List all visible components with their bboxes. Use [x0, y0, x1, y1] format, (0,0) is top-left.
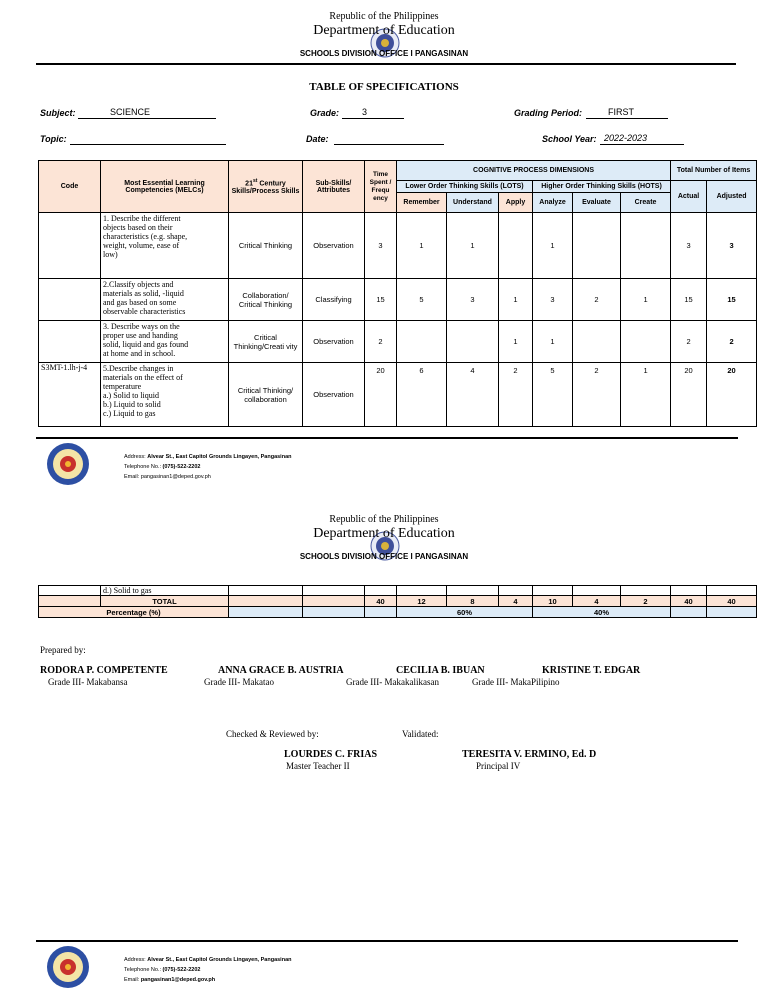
phone-label: Telephone No.:: [124, 464, 163, 470]
century-number: 21: [245, 180, 253, 188]
table-row: [39, 279, 757, 321]
row-analyze: 3: [533, 279, 573, 321]
division-text: SCHOOLS DIVISION OFFICE I PANGASINAN: [299, 49, 469, 58]
subject-label: Subject:: [40, 108, 76, 118]
row-actual: 20: [671, 363, 707, 427]
melc-line: 5.Describe changes in: [103, 364, 174, 373]
division-logo-icon: [46, 442, 90, 486]
row-actual: 15: [671, 279, 707, 321]
checked-reviewed-label: Checked & Reviewed by:: [226, 729, 319, 739]
row-skill: Critical Thinking: [229, 213, 303, 279]
footer-contact: [124, 955, 292, 985]
row-understand: 1: [447, 213, 499, 279]
header-subskills: Sub-Skills/ Attributes: [303, 161, 365, 213]
melc-line: 2.Classify objects and: [103, 280, 174, 289]
row-time: 15: [365, 279, 397, 321]
preparer-name: RODORA P. COMPETENTE: [40, 665, 168, 676]
topic-field: [70, 133, 226, 145]
row-adjusted: [707, 586, 757, 596]
melc-line: low): [103, 250, 118, 259]
melc-line: and gas based on some: [103, 298, 177, 307]
department-title: Department of Education: [313, 23, 455, 38]
row-apply: 1: [499, 279, 533, 321]
validator-name: TERESITA V. ERMINO, Ed. D: [462, 749, 597, 760]
melc-line: proper use and handing: [103, 331, 178, 340]
total-label: TOTAL: [101, 596, 229, 607]
melc-line: solid, liquid and gas found: [103, 340, 189, 349]
row-apply: [499, 213, 533, 279]
melc-line: c.) Liquid to gas: [103, 409, 156, 418]
row-apply: [499, 586, 533, 596]
row-analyze: 1: [533, 213, 573, 279]
row-analyze: [533, 586, 573, 596]
melc-line: objects based on their: [103, 223, 173, 232]
header-understand: Understand: [447, 193, 499, 213]
pct-actual: [671, 607, 707, 618]
total-remember: 12: [397, 596, 447, 607]
row-adjusted: 15: [707, 279, 757, 321]
row-evaluate: [573, 321, 621, 363]
grade-field: [342, 107, 404, 119]
row-create: [621, 586, 671, 596]
header-apply: Apply: [499, 193, 533, 213]
phone-value: (075)-522-2202: [162, 967, 201, 973]
melc-line: b.) Liquid to solid: [103, 400, 161, 409]
table-row: [39, 213, 757, 279]
row-subskill: Observation: [303, 363, 365, 427]
email-value: pangasinan1@deped.gov.ph: [140, 474, 211, 480]
reviewer-name: LOURDES C. FRIAS: [284, 749, 378, 760]
date-field: [334, 133, 444, 145]
total-understand: 8: [447, 596, 499, 607]
pct-adjusted: [707, 607, 757, 618]
row-adjusted: 2: [707, 321, 757, 363]
row-code: [39, 213, 101, 279]
row-apply: 2: [499, 363, 533, 427]
header-hots: Higher Order Thinking Skills (HOTS): [533, 181, 671, 193]
total-row: [39, 596, 757, 607]
melc-line: weight, volume, ease of: [103, 241, 180, 250]
row-create: 1: [621, 279, 671, 321]
total-subskill: [303, 596, 365, 607]
school-year-field: [600, 133, 684, 145]
grade-value: 3: [362, 107, 368, 117]
phone-value: (075)-522-2202: [162, 464, 201, 470]
header-total-items: Total Number of Items: [671, 161, 757, 181]
melc-line: a.) Solid to liquid: [103, 391, 159, 400]
melc-line: 1. Describe the different: [103, 214, 181, 223]
preparer-name: CECILIA B. IBUAN: [396, 665, 485, 676]
email-value: pangasinan1@deped.gov.ph: [140, 977, 216, 983]
header-lots: Lower Order Thinking Skills (LOTS): [397, 181, 533, 193]
row-analyze: 1: [533, 321, 573, 363]
school-year-value: 2022-2023: [604, 133, 648, 143]
footer-rule: [36, 437, 738, 439]
grading-period-field: [586, 107, 668, 119]
row-understand: 4: [447, 363, 499, 427]
address-label: Address:: [124, 957, 148, 963]
address-value: Alvear St., East Capitol Grounds Lingayen, Pangasinan: [147, 454, 292, 460]
row-evaluate: 2: [573, 279, 621, 321]
header-analyze: Analyze: [533, 193, 573, 213]
header-code: Code: [39, 161, 101, 213]
row-time: 3: [365, 213, 397, 279]
row-melc: [101, 279, 229, 321]
preparer-name: ANNA GRACE B. AUSTRIA: [218, 665, 344, 676]
row-subskill: Observation: [303, 321, 365, 363]
phone-label: Telephone No.:: [124, 967, 163, 973]
century-sup: st: [252, 178, 258, 185]
pct-time: [365, 607, 397, 618]
row-evaluate: 2: [573, 363, 621, 427]
row-time: 20: [365, 363, 397, 427]
percentage-row: [39, 607, 757, 618]
row-analyze: 5: [533, 363, 573, 427]
header-century-skills: [229, 161, 303, 213]
preparer-role: Grade III- Makabansa: [48, 677, 128, 687]
document-title: TABLE OF SPECIFICATIONS: [309, 81, 459, 93]
row-melc: d.) Solid to gas: [101, 586, 229, 596]
row-time: 2: [365, 321, 397, 363]
total-skill: [229, 596, 303, 607]
row-subskill: Classifying: [303, 279, 365, 321]
footer-rule: [36, 940, 738, 942]
row-create: [621, 213, 671, 279]
table-row: [39, 363, 757, 427]
email-label: Email:: [124, 977, 141, 983]
grade-label: Grade:: [310, 108, 340, 118]
percentage-label: Percentage (%): [39, 607, 229, 618]
row-remember: [397, 321, 447, 363]
row-remember: 5: [397, 279, 447, 321]
specifications-table-continued: [38, 585, 757, 618]
pct-skill: [229, 607, 303, 618]
preparer-role: Grade III- Makakalikasan: [346, 677, 439, 687]
row-remember: 1: [397, 213, 447, 279]
division-text: SCHOOLS DIVISION OFFICE I PANGASINAN: [299, 552, 469, 561]
school-year-label: School Year:: [542, 134, 597, 144]
row-melc: [101, 213, 229, 279]
row-adjusted: 20: [707, 363, 757, 427]
reviewer-role: Master Teacher II: [286, 761, 350, 771]
row-apply: 1: [499, 321, 533, 363]
topic-label: Topic:: [40, 134, 67, 144]
republic-text: Republic of the Philippines: [329, 11, 439, 22]
row-subskill: [303, 586, 365, 596]
row-evaluate: [573, 213, 621, 279]
total-create: 2: [621, 596, 671, 607]
row-actual: 3: [671, 213, 707, 279]
row-skill: Critical Thinking/ collaboration: [229, 363, 303, 427]
row-create: [621, 321, 671, 363]
row-understand: [447, 321, 499, 363]
row-remember: 6: [397, 363, 447, 427]
total-actual: 40: [671, 596, 707, 607]
address-value: Alvear St., East Capitol Grounds Lingayen, Pangasinan: [147, 957, 292, 963]
century-rest: Century Skills/Process Skills: [231, 180, 300, 195]
row-remember: [397, 586, 447, 596]
header-create: Create: [621, 193, 671, 213]
row-code: [39, 321, 101, 363]
header-evaluate: Evaluate: [573, 193, 621, 213]
row-skill: Collaboration/ Critical Thinking: [229, 279, 303, 321]
row-code: S3MT-1.lh-j-4: [39, 363, 101, 427]
total-apply: 4: [499, 596, 533, 607]
header-time-spent: Time Spent / Frequ ency: [365, 161, 397, 213]
grading-period-label: Grading Period:: [514, 108, 583, 118]
email-label: Email:: [124, 474, 141, 480]
total-analyze: 10: [533, 596, 573, 607]
row-melc: [101, 363, 229, 427]
row-subskill: Observation: [303, 213, 365, 279]
melc-line: temperature: [103, 382, 142, 391]
department-title: Department of Education: [313, 526, 455, 541]
total-time: 40: [365, 596, 397, 607]
republic-text: Republic of the Philippines: [329, 514, 439, 525]
subject-value: SCIENCE: [110, 107, 151, 117]
row-skill: [229, 586, 303, 596]
specifications-table: [38, 160, 757, 427]
table-row: [39, 586, 757, 596]
header-cognitive: COGNITIVE PROCESS DIMENSIONS: [397, 161, 671, 181]
division-logo-icon: [46, 945, 90, 989]
row-evaluate: [573, 586, 621, 596]
header-remember: Remember: [397, 193, 447, 213]
melc-line: materials as solid, -liquid: [103, 289, 184, 298]
address-label: Address:: [124, 454, 148, 460]
hots-percentage: 40%: [533, 607, 671, 618]
header-adjusted: Adjusted: [707, 181, 757, 213]
row-create: 1: [621, 363, 671, 427]
row-skill: Critical Thinking/Creati vity: [229, 321, 303, 363]
table-row: [39, 321, 757, 363]
row-understand: 3: [447, 279, 499, 321]
melc-line: observable characteristics: [103, 307, 186, 316]
row-time: [365, 586, 397, 596]
header-melc: Most Essential Learning Competencies (MELCs): [101, 161, 229, 213]
date-label: Date:: [306, 134, 329, 144]
lots-percentage: 60%: [397, 607, 533, 618]
prepared-by-label: Prepared by:: [40, 645, 86, 655]
row-melc: [101, 321, 229, 363]
row-actual: [671, 586, 707, 596]
pct-subskill: [303, 607, 365, 618]
preparer-role: Grade III- Makatao: [204, 677, 274, 687]
row-adjusted: 3: [707, 213, 757, 279]
preparer-name: KRISTINE T. EDGAR: [542, 665, 641, 676]
total-adjusted: 40: [707, 596, 757, 607]
preparer-role: Grade III- MakaPilipino: [472, 677, 560, 687]
melc-line: materials on the effect of: [103, 373, 183, 382]
melc-line: 3. Describe ways on the: [103, 322, 180, 331]
row-code: [39, 279, 101, 321]
total-code: [39, 596, 101, 607]
total-evaluate: 4: [573, 596, 621, 607]
melc-line: at home and in school.: [103, 349, 176, 358]
row-understand: [447, 586, 499, 596]
row-actual: 2: [671, 321, 707, 363]
footer-contact: [124, 452, 292, 482]
melc-line: characteristics (e.g. shape,: [103, 232, 188, 241]
row-code: [39, 586, 101, 596]
validated-label: Validated:: [402, 729, 439, 739]
grading-period-value: FIRST: [608, 107, 634, 117]
header-rule: [36, 63, 736, 65]
header-actual: Actual: [671, 181, 707, 213]
validator-role: Principal IV: [476, 761, 521, 771]
subject-field: [78, 107, 216, 119]
